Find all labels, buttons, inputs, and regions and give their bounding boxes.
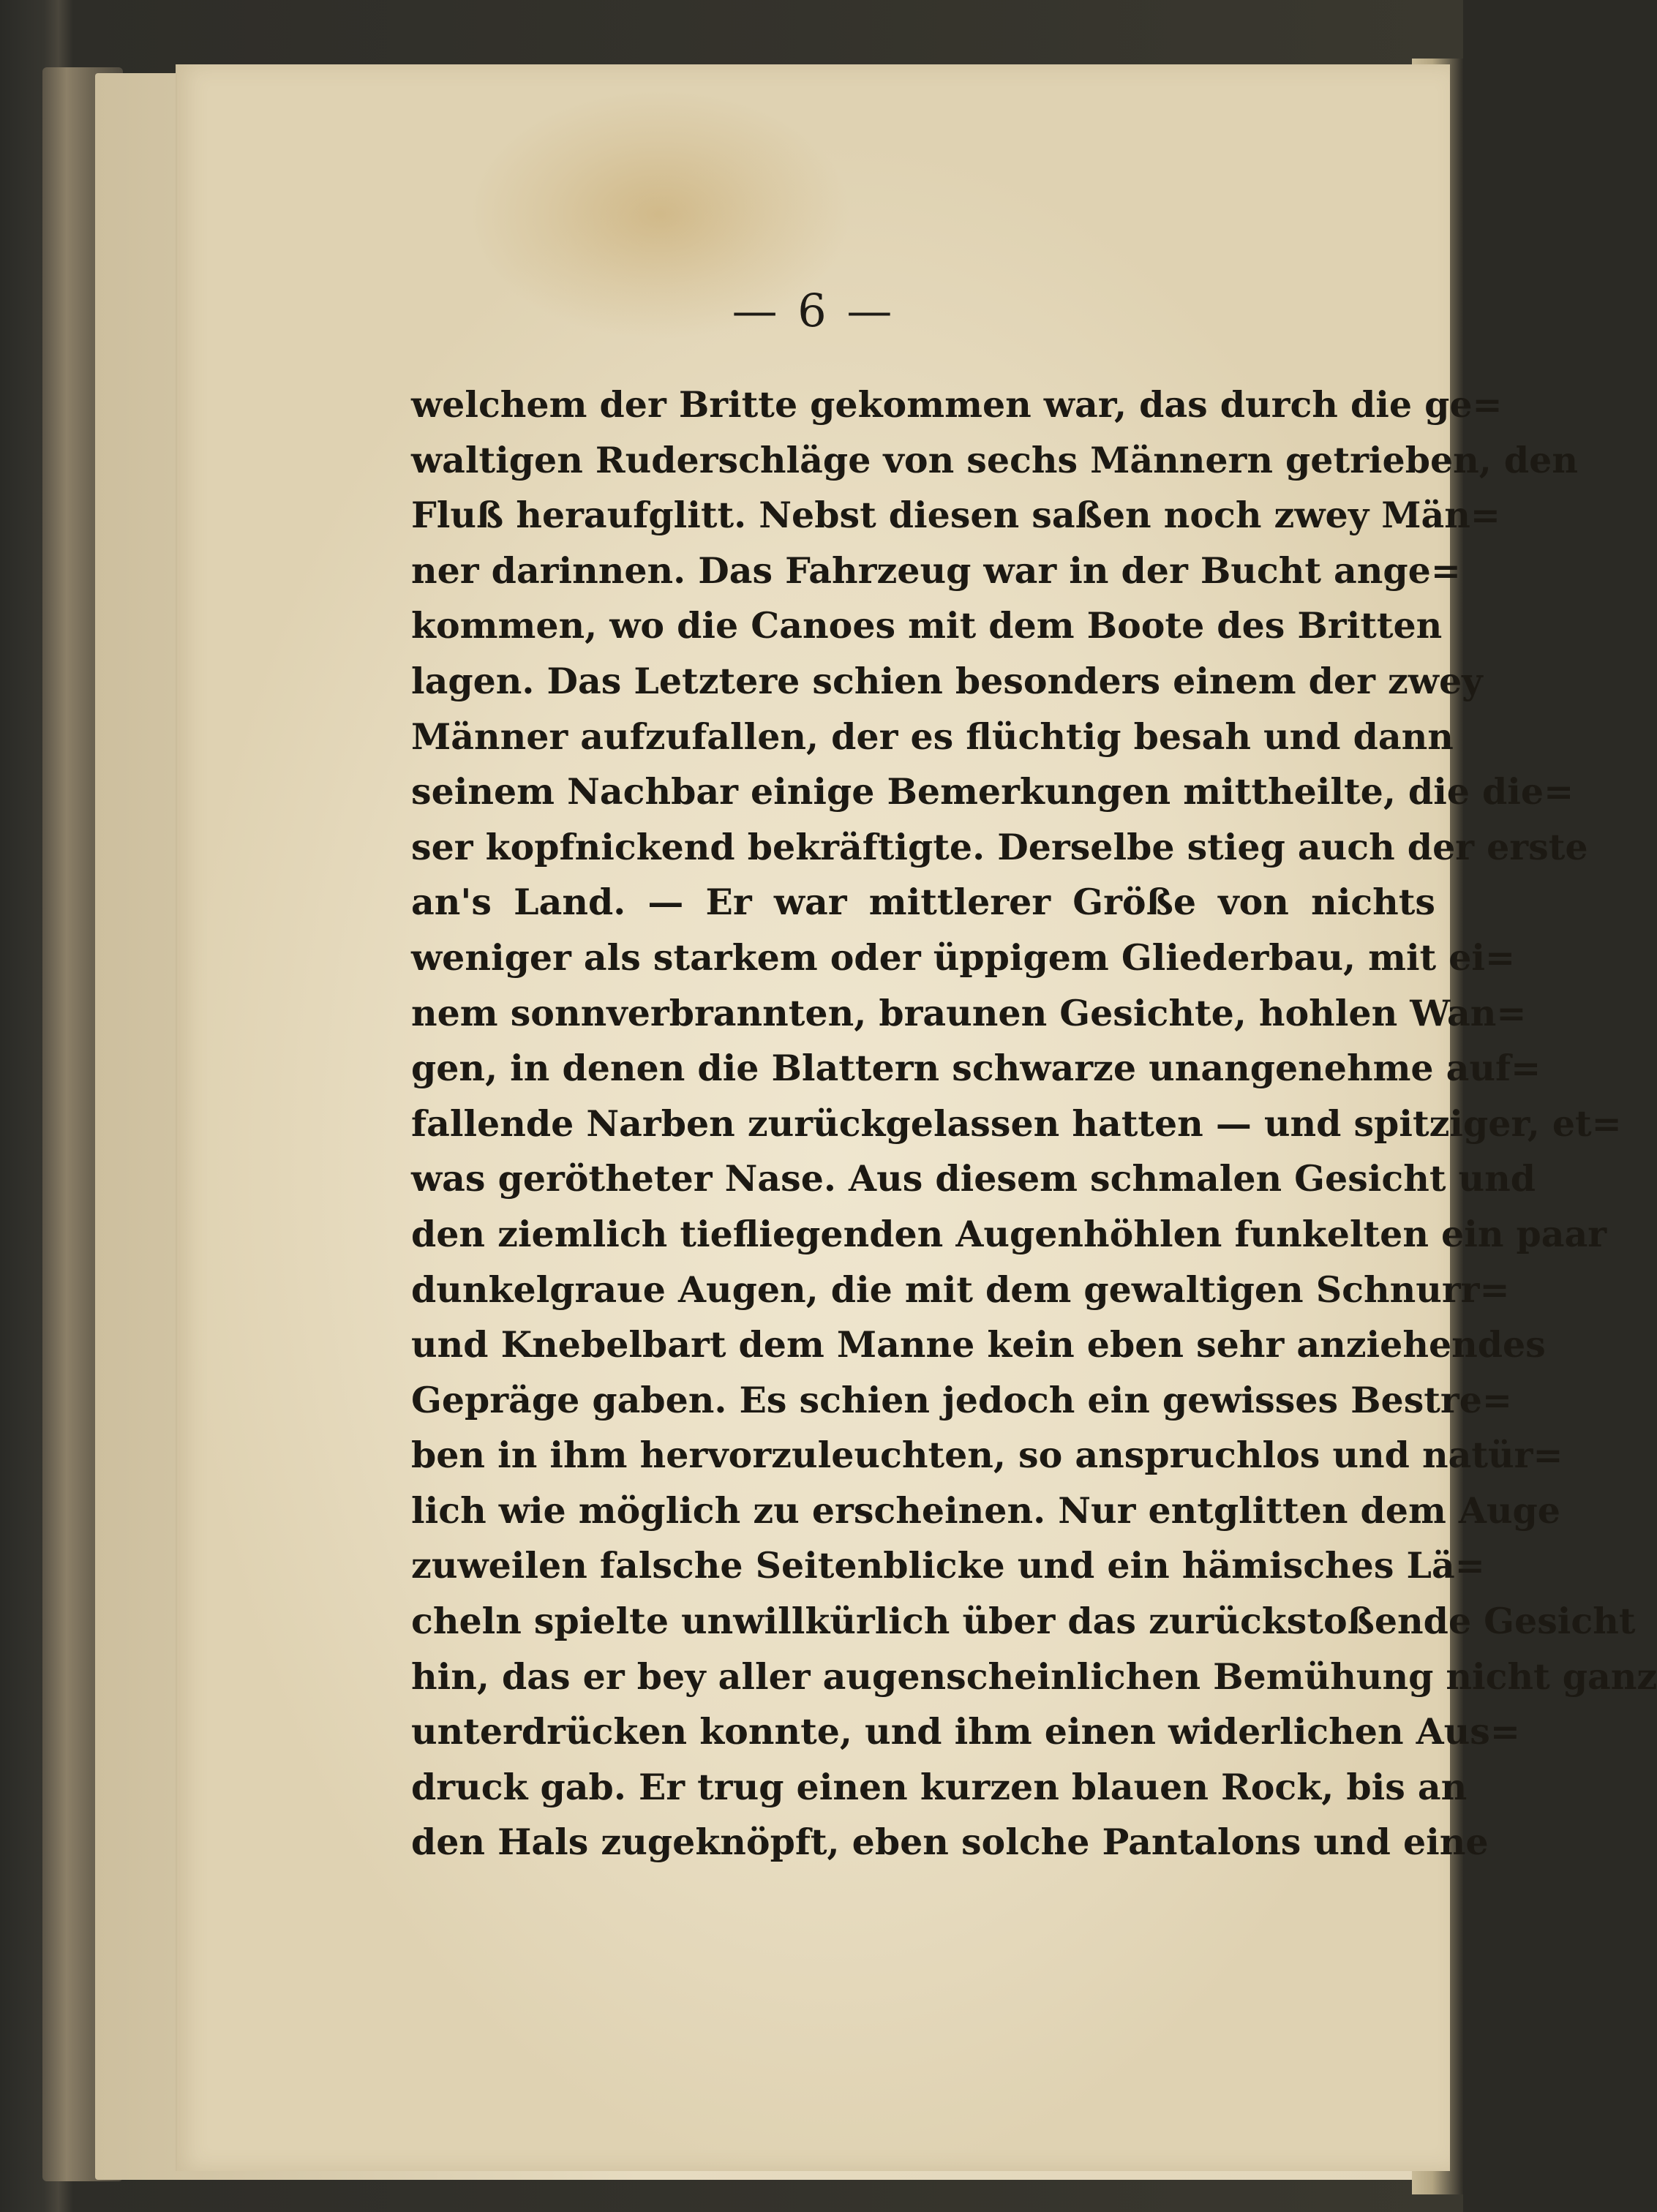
text-line: Männer aufzufallen, der es flüchtig besah und dann	[411, 715, 1454, 758]
text-line: hin, das er bey aller augenscheinlichen Bemühung nicht ganz	[411, 1655, 1657, 1698]
text-line: zuweilen falsche Seitenblicke und ein hämisches Lä=	[411, 1544, 1485, 1587]
text-line: Gepräge gaben. Es schien jedoch ein gewisses Bestre=	[411, 1378, 1512, 1421]
text-line: kommen, wo die Canoes mit dem Boote des Britten	[411, 604, 1443, 647]
text-line: ner darinnen. Das Fahrzeug war in der Bucht ange=	[411, 549, 1461, 592]
text-line: welchem der Britte gekommen war, das durch die ge=	[411, 383, 1503, 426]
text-line: unterdrücken konnte, und ihm einen widerlichen Aus=	[411, 1710, 1520, 1753]
text-line: und Knebelbart dem Manne kein eben sehr anziehendes	[411, 1323, 1546, 1366]
text-line: fallende Narben zurückgelassen hatten — und spitziger, et=	[411, 1102, 1622, 1145]
text-line: den ziemlich tiefliegenden Augenhöhlen funkelten ein paar	[411, 1212, 1607, 1255]
text-line: cheln spielte unwillkürlich über das zurückstoßende Gesicht	[411, 1600, 1636, 1643]
text-line: druck gab. Er trug einen kurzen blauen Rock, bis an	[411, 1765, 1468, 1808]
text-line: nem sonnverbrannten, braunen Gesichte, hohlen Wan=	[411, 991, 1527, 1034]
text-line: den Hals zugeknöpft, eben solche Pantalons und eine	[411, 1821, 1489, 1864]
book-page	[176, 64, 1657, 2171]
text-line: an's Land. — Er war mittlerer Größe von nichts	[411, 881, 1435, 924]
page-number: — 6 —	[732, 284, 895, 337]
text-line: Fluß heraufglitt. Nebst diesen saßen noch zwey Män=	[411, 494, 1500, 537]
text-line: dunkelgraue Augen, die mit dem gewaltigen Schnurr=	[411, 1268, 1510, 1311]
text-line: weniger als starkem oder üppigem Gliederbau, mit ei=	[411, 936, 1516, 979]
text-line: lagen. Das Letztere schien besonders einem der zwey	[411, 659, 1483, 702]
text-line: ben in ihm hervorzuleuchten, so anspruchlos und natür=	[411, 1434, 1563, 1477]
body-text	[411, 377, 1657, 1870]
text-line: seinem Nachbar einige Bemerkungen mittheilte, die die=	[411, 770, 1574, 813]
text-line: ser kopfnickend bekräftigte. Derselbe stieg auch der erste	[411, 825, 1588, 868]
text-line: gen, in denen die Blattern schwarze unangenehme auf=	[411, 1047, 1541, 1090]
text-line: was gerötheter Nase. Aus diesem schmalen Gesicht und	[411, 1157, 1536, 1200]
text-line: lich wie möglich zu erscheinen. Nur entglitten dem Auge	[411, 1489, 1560, 1532]
text-line: waltigen Ruderschläge von sechs Männern getrieben, den	[411, 438, 1578, 481]
